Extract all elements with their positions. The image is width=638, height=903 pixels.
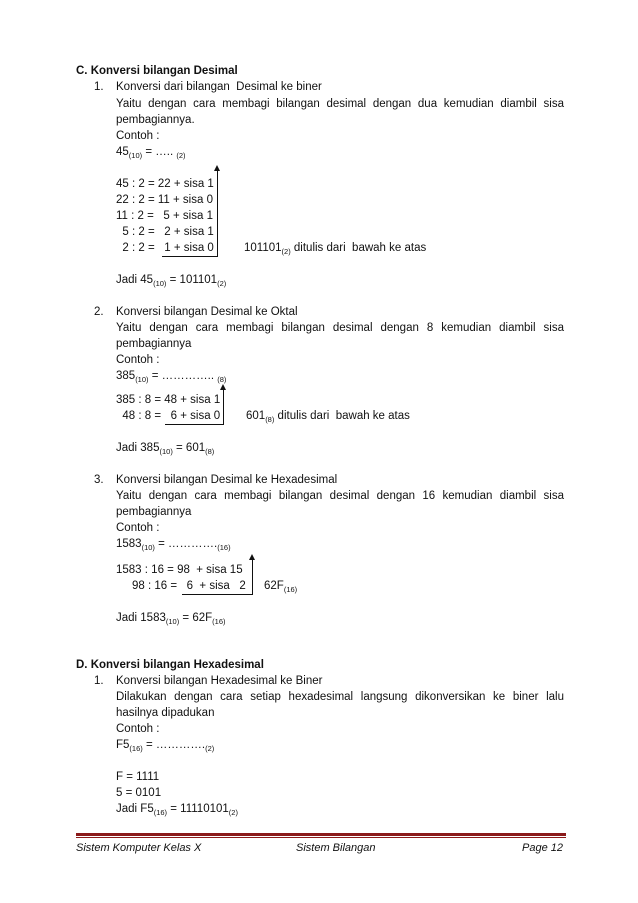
footer-center: Sistem Bilangan xyxy=(296,842,376,854)
up-arrow-icon xyxy=(220,384,226,390)
item-number: 1. xyxy=(94,675,104,687)
conclusion: Jadi $F5_{(16)} = 11110101_{(2)}$ xyxy=(116,803,238,817)
conclusion: Jadi $385_{(10)} = 601_{(8)}$ xyxy=(116,442,215,456)
example-label: Contoh : xyxy=(116,130,160,142)
division-step: 22 : 2 = 11 + sisa 0 xyxy=(116,194,213,206)
division-step: 385 : 8 = 48 + sisa 1 xyxy=(116,394,221,406)
example-expression: $F5_{(16)}$ = $\dots\dots\dots\dots._{(2)}$ xyxy=(116,739,215,753)
item-number: 1. xyxy=(94,81,104,93)
conclusion: Jadi $1583_{(10)} = 62F_{(16)}$ xyxy=(116,612,226,626)
footer-page-number: Page 12 xyxy=(522,842,563,854)
up-arrow-line xyxy=(217,170,218,257)
underline-bracket xyxy=(182,594,252,595)
item-title: Konversi bilangan Desimal ke Hexadesimal xyxy=(116,474,338,486)
up-arrow-line xyxy=(252,559,253,595)
hex-digit-conversion: 5 = 0101 xyxy=(116,787,162,799)
section-d-heading: D. Konversi bilangan Hexadesimal xyxy=(76,659,264,671)
division-step: 2 : 2 = 1 + sisa 0 xyxy=(116,242,214,254)
description-line: Yaitu dengan cara membagi bilangan desimal dengan 8 kemudian diambil sisa xyxy=(116,322,564,334)
result-note: $601_{(8)}$ ditulis dari bawah ke atas xyxy=(246,410,410,424)
conclusion: Jadi $45_{(10)} = 101101_{(2)}$ xyxy=(116,274,227,288)
item-title: Konversi dari bilangan Desimal ke biner xyxy=(116,81,322,93)
division-step: 5 : 2 = 2 + sisa 1 xyxy=(116,226,214,238)
section-c-heading: C. Konversi bilangan Desimal xyxy=(76,65,238,77)
item-title: Konversi bilangan Hexadesimal ke Biner xyxy=(116,675,323,687)
example-label: Contoh : xyxy=(116,354,160,366)
example-expression: $45_{(10)}$ = ….. $_{(2)}$ xyxy=(116,146,186,160)
division-step: 1583 : 16 = 98 + sisa 15 xyxy=(116,564,243,576)
example-expression: $1583_{(10)}$ = $\dots\dots\dots\dots._{(16)}$ xyxy=(116,538,231,552)
description-line: hasilnya dipadukan xyxy=(116,707,215,719)
description-line: Yaitu dengan cara membagi bilangan desimal dengan dua kemudian diambil sisa xyxy=(116,98,564,110)
footer-rule-thick xyxy=(76,833,566,836)
underline-bracket xyxy=(162,256,217,257)
item-number: 2. xyxy=(94,306,104,318)
description-line: Yaitu dengan cara membagi bilangan desimal dengan 16 kemudian diambil sisa xyxy=(116,490,564,502)
up-arrow-icon xyxy=(214,165,220,171)
division-step: 45 : 2 = 22 + sisa 1 xyxy=(116,178,214,190)
footer-left: Sistem Komputer Kelas X xyxy=(76,842,202,854)
division-step: 48 : 8 = 6 + sisa 0 xyxy=(116,410,221,422)
description-line: pembagiannya xyxy=(116,506,192,518)
example-expression: $385_{(10)}$ = ………….. $_{(8)}$ xyxy=(116,370,227,384)
division-step: 11 : 2 = 5 + sisa 1 xyxy=(116,210,213,222)
up-arrow-icon xyxy=(249,554,255,560)
example-label: Contoh : xyxy=(116,723,160,735)
description-line: pembagiannya. xyxy=(116,114,195,126)
result-note: $101101_{(2)}$ ditulis dari bawah ke atas xyxy=(244,242,427,256)
item-number: 3. xyxy=(94,474,104,486)
description-line: pembagiannya xyxy=(116,338,192,350)
footer-rule-thin xyxy=(76,837,566,838)
item-title: Konversi bilangan Desimal ke Oktal xyxy=(116,306,298,318)
description-line: Dilakukan dengan cara setiap hexadesimal langsung dikonversikan ke biner lalu xyxy=(116,691,564,703)
division-step: 98 : 16 = 6 + sisa 2 xyxy=(116,580,246,592)
up-arrow-line xyxy=(223,389,224,425)
example-label: Contoh : xyxy=(116,522,160,534)
hex-digit-conversion: F = 1111 xyxy=(116,771,160,783)
result-note: $62F_{(16)}$ xyxy=(264,580,298,594)
underline-bracket xyxy=(165,424,223,425)
